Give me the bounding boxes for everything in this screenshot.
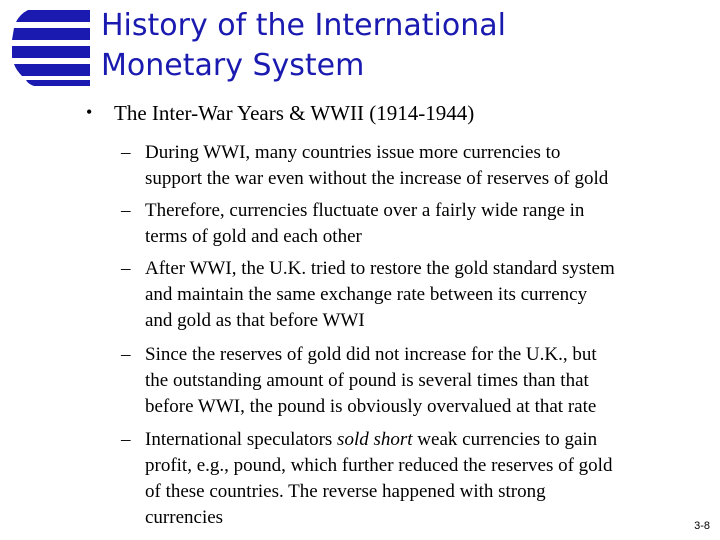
dash-marker: –	[121, 142, 131, 163]
dash-marker: –	[121, 258, 131, 279]
text-run: weak currencies to gain	[412, 429, 598, 450]
text-run: International speculators	[145, 429, 338, 450]
sub-bullet-line: Since the reserves of gold did not increase for the U.K., but	[145, 344, 597, 365]
dash-marker: –	[121, 344, 131, 365]
sub-bullet-line: support the war even without the increase of reserves of gold	[145, 168, 609, 189]
dash-marker: –	[121, 200, 131, 221]
sub-bullet-line: the outstanding amount of pound is several times than that	[145, 370, 589, 391]
sub-bullet-line: before WWI, the pound is obviously overvalued at that rate	[145, 396, 597, 417]
sub-bullet-line: During WWI, many countries issue more currencies to	[145, 142, 561, 163]
dash-marker: –	[121, 429, 131, 450]
sub-bullet-line: Therefore, currencies fluctuate over a fairly wide range in	[145, 200, 585, 221]
sub-bullet-line: and gold as that before WWI	[145, 310, 365, 331]
sub-bullet-line	[145, 427, 701, 453]
sub-bullet-line: profit, e.g., pound, which further reduced the reserves of gold	[145, 455, 613, 476]
sub-bullet-line: After WWI, the U.K. tried to restore the gold standard system	[145, 258, 615, 279]
bullet-marker: •	[86, 102, 93, 122]
title-line-1: History of the International	[101, 8, 506, 43]
slide-number: 3-8	[694, 520, 710, 532]
sub-bullet-line: currencies	[145, 507, 224, 528]
sub-bullet-line: terms of gold and each other	[145, 226, 362, 247]
title-line-2: Monetary System	[101, 48, 365, 83]
sub-bullet-line: of these countries. The reverse happened with strong	[145, 481, 546, 502]
bullet-heading: The Inter-War Years & WWII (1914-1944)	[114, 101, 475, 125]
emphasis-text: sold short	[337, 429, 413, 450]
sub-bullet-line: and maintain the same exchange rate between its currency	[145, 284, 588, 305]
